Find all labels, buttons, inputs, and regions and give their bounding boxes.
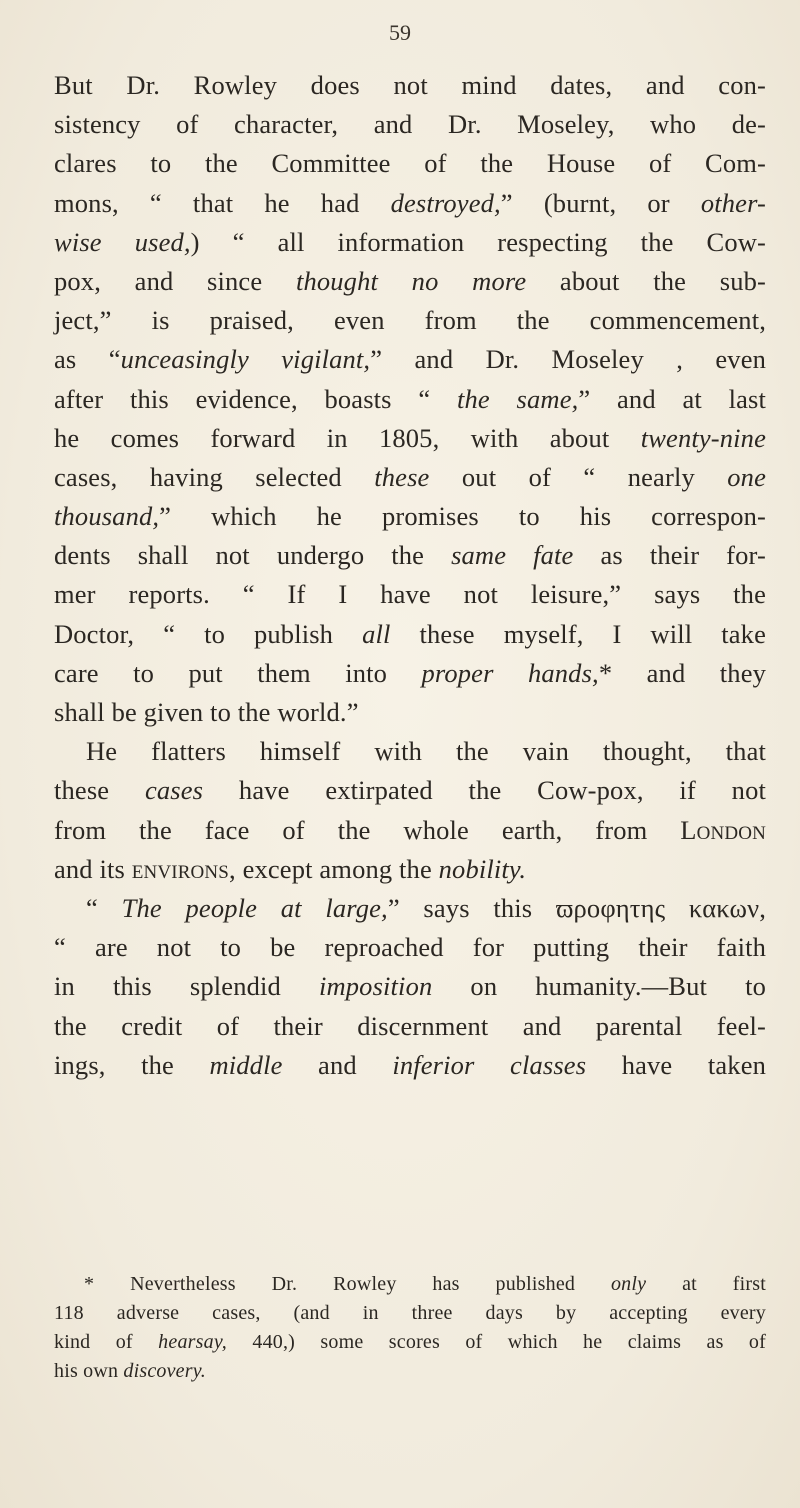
text-run: from the face of the whole earth, from [54,814,681,845]
text-run: care to put them into [54,657,422,688]
text-line [54,732,766,771]
italic-text: inferior classes [392,1049,587,1080]
text-run: clares to the Committee of the House of Com- [54,148,766,179]
text-run: these myself, I will take [390,618,766,649]
text-run: , except among the [229,853,439,884]
text-run: mer reports. “ If I have not leisure,” says the [54,579,766,610]
italic-text: unceasingly vigilant, [120,344,371,375]
text-run: these [54,775,145,806]
text-line [54,967,766,1006]
text-run: ” says this ϖροφητης κακων, [387,892,766,923]
text-line [54,536,766,575]
text-line [54,889,766,928]
text-run: pox, and since [54,265,296,296]
text-run: ings, the [54,1049,210,1080]
text-run: 440,) some scores of which he claims as of [227,1331,766,1353]
text-run: out of “ nearly [429,461,728,492]
footnote-line [54,1328,766,1357]
text-run: at first [646,1273,766,1295]
text-run: ” (burnt, or [500,187,701,218]
italic-text: other- [700,187,766,218]
text-line [54,66,766,105]
main-text [54,66,766,1085]
text-line [54,144,766,183]
italic-text: middle [209,1049,283,1080]
footnote [54,1270,766,1386]
footnote-line [54,1357,766,1386]
text-run: “ [86,892,122,923]
text-line [54,419,766,458]
text-run: ” which he promises to his correspon- [159,501,766,532]
text-run: about the sub- [526,265,766,296]
italic-text: imposition [318,971,433,1002]
text-run: and [282,1049,393,1080]
text-line [54,223,766,262]
text-run: “ are not to be reproached for putting their faith [54,932,766,963]
text-line [54,1046,766,1085]
italic-text: cases [144,775,204,806]
text-run: ) “ all information respecting the Cow- [190,226,766,257]
italic-text: twenty-nine [640,422,766,453]
italic-text: discovery. [123,1360,206,1382]
text-line [54,615,766,654]
italic-text: The people at large, [121,892,388,923]
text-run: on humanity.—But to [432,971,766,1002]
text-run: have taken [586,1049,767,1080]
text-run: * and they [598,657,766,688]
text-line [54,184,766,223]
text-run: and its [54,853,132,884]
text-line [54,105,766,144]
text-line [54,771,766,810]
italic-text: destroyed, [390,187,501,218]
italic-text: hearsay, [158,1331,227,1353]
footnote-line [54,1299,766,1328]
page-number: 59 [389,20,411,45]
text-line [54,262,766,301]
text-line [54,340,766,379]
italic-text: proper hands, [421,657,599,688]
text-line [54,380,766,419]
text-run: ject,” is praised, even from the commencement, [54,305,766,336]
italic-text: one [727,461,766,492]
text-line [54,654,766,693]
text-line [54,497,766,536]
text-run: He flatters himself with the vain thought, that [86,736,766,767]
italic-text: all [362,618,391,649]
text-run: after this evidence, boasts “ [54,383,457,414]
text-line [54,811,766,850]
text-run: shall be given to the world.” [54,697,359,727]
text-run: ” and Dr. Moseley , even [370,344,767,375]
italic-text: these [374,461,430,492]
text-line [54,1007,766,1046]
text-line [54,850,766,889]
text-line [54,301,766,340]
text-line [54,928,766,967]
text-run: * Nevertheless Dr. Rowley has published [84,1273,611,1295]
text-run: kind of [54,1331,159,1353]
text-run: as “ [54,344,121,375]
italic-text: nobility. [438,853,527,884]
text-run: 118 adverse cases, (and in three days by accepting every [54,1302,766,1324]
text-run: in this splendid [54,971,319,1002]
text-run: ” and at last [578,383,767,414]
small-caps-text: London [680,814,766,845]
italic-text: thought no more [295,265,527,296]
text-run: have extirpated the Cow-pox, if not [203,775,766,806]
italic-text: same fate [451,540,574,571]
italic-text: thousand, [54,501,160,532]
text-run: Doctor, “ to publish [54,618,363,649]
text-run: as their for- [573,540,766,571]
text-run: the credit of their discernment and parental feel- [54,1010,766,1041]
text-run: his own [54,1360,124,1382]
footnote-line [54,1270,766,1299]
text-run: sistency of character, and Dr. Moseley, who de- [54,109,766,140]
text-run: But Dr. Rowley does not mind dates, and con- [54,70,766,100]
italic-text: only [610,1273,647,1295]
text-line [54,693,766,732]
text-run: cases, having selected [54,461,375,492]
text-line [54,458,766,497]
text-run: he comes forward in 1805, with about [54,422,641,453]
italic-text: the same, [457,383,579,414]
text-run: dents shall not undergo the [54,540,452,571]
small-caps-text: environs [131,853,230,884]
text-run: mons, “ that he had [54,187,391,218]
text-line [54,575,766,614]
italic-text: wise used, [54,226,191,257]
